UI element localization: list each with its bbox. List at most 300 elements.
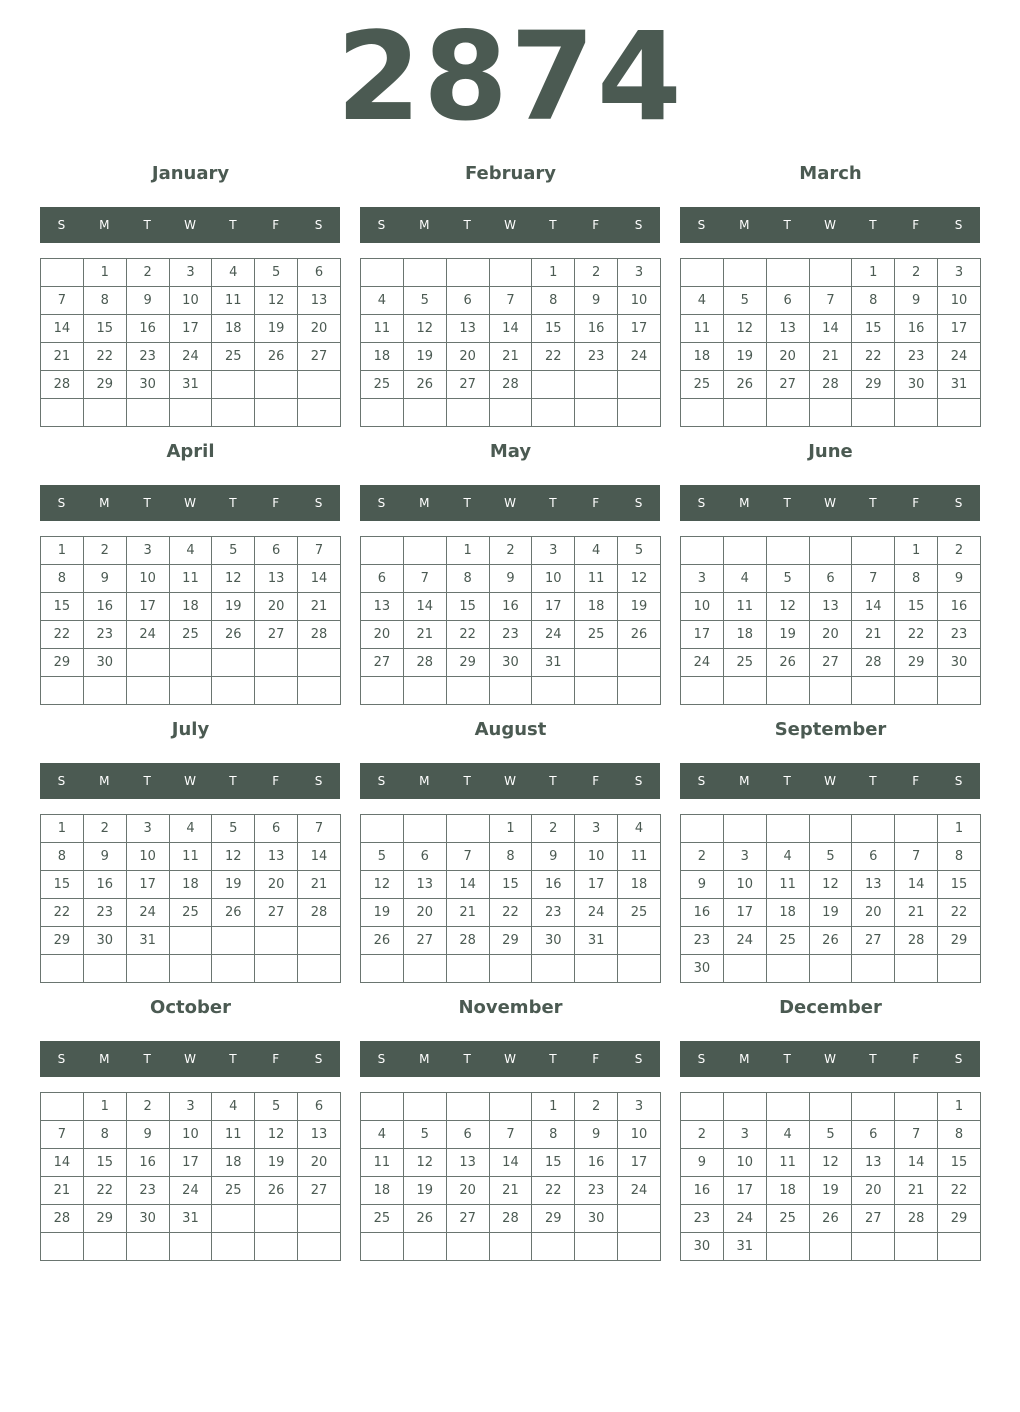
day-cell: 29: [83, 371, 126, 399]
empty-day-cell: [575, 955, 618, 983]
day-cell: 17: [575, 871, 618, 899]
empty-day-cell: [446, 955, 489, 983]
day-cell: 6: [361, 565, 404, 593]
day-cell: 9: [938, 565, 981, 593]
empty-day-cell: [766, 815, 809, 843]
week-row: [41, 871, 341, 899]
weekday-header: [680, 207, 980, 243]
empty-day-cell: [938, 399, 981, 427]
empty-day-cell: [446, 1233, 489, 1261]
day-cell: 15: [41, 593, 84, 621]
empty-day-cell: [895, 815, 938, 843]
empty-day-cell: [126, 1233, 169, 1261]
empty-day-cell: [255, 399, 298, 427]
day-cell: 6: [809, 565, 852, 593]
day-cell: 18: [361, 1177, 404, 1205]
week-row: [41, 1149, 341, 1177]
weekday-label: W: [824, 1052, 836, 1066]
day-cell: 27: [852, 1205, 895, 1233]
day-cell: 11: [766, 1149, 809, 1177]
day-cell: 23: [575, 343, 618, 371]
week-row: [361, 815, 661, 843]
empty-day-cell: [852, 1233, 895, 1261]
day-cell: 17: [723, 899, 766, 927]
empty-day-cell: [489, 1233, 532, 1261]
empty-day-cell: [809, 1233, 852, 1261]
empty-day-cell: [618, 677, 661, 705]
empty-day-cell: [41, 399, 84, 427]
day-cell: 9: [681, 1149, 724, 1177]
day-cell: 20: [298, 315, 341, 343]
day-cell: 16: [681, 1177, 724, 1205]
week-row: [361, 287, 661, 315]
weekday-header: [360, 1041, 660, 1077]
day-cell: 7: [895, 843, 938, 871]
month-name: August: [474, 719, 547, 740]
day-cell: 10: [575, 843, 618, 871]
day-cell: 8: [446, 565, 489, 593]
day-cell: 2: [681, 1121, 724, 1149]
day-cell: 13: [298, 1121, 341, 1149]
day-cell: 22: [532, 1177, 575, 1205]
day-cell: 28: [446, 927, 489, 955]
empty-day-cell: [852, 677, 895, 705]
month-name: April: [166, 441, 215, 462]
day-grid: [360, 1092, 661, 1261]
day-cell: 11: [723, 593, 766, 621]
day-cell: 14: [298, 843, 341, 871]
day-cell: 10: [723, 1149, 766, 1177]
weekday-label: W: [184, 774, 196, 788]
day-cell: 17: [126, 871, 169, 899]
day-cell: 6: [403, 843, 446, 871]
day-cell: 12: [403, 1149, 446, 1177]
empty-day-cell: [809, 537, 852, 565]
day-cell: 1: [938, 815, 981, 843]
day-cell: 12: [766, 593, 809, 621]
day-cell: 6: [446, 287, 489, 315]
day-cell: 11: [361, 1149, 404, 1177]
day-cell: 10: [532, 565, 575, 593]
day-cell: 19: [723, 343, 766, 371]
day-cell: 24: [126, 621, 169, 649]
empty-day-cell: [169, 399, 212, 427]
empty-day-cell: [681, 677, 724, 705]
day-cell: 1: [489, 815, 532, 843]
day-cell: 6: [446, 1121, 489, 1149]
day-cell: 8: [83, 1121, 126, 1149]
day-cell: 12: [403, 315, 446, 343]
empty-day-cell: [618, 927, 661, 955]
week-row: [681, 899, 981, 927]
weekday-label: M: [739, 1052, 750, 1066]
day-cell: 14: [895, 871, 938, 899]
weekday-header: [40, 1041, 340, 1077]
empty-day-cell: [895, 1233, 938, 1261]
day-cell: 25: [361, 371, 404, 399]
empty-day-cell: [126, 677, 169, 705]
weekday-label: S: [377, 1052, 386, 1066]
day-cell: 4: [169, 815, 212, 843]
empty-day-cell: [403, 677, 446, 705]
day-cell: 17: [618, 1149, 661, 1177]
weekday-label: S: [377, 774, 386, 788]
day-cell: 8: [532, 1121, 575, 1149]
day-cell: 26: [255, 343, 298, 371]
day-cell: 20: [298, 1149, 341, 1177]
day-cell: 22: [489, 899, 532, 927]
day-cell: 13: [446, 315, 489, 343]
day-cell: 29: [852, 371, 895, 399]
empty-day-cell: [446, 815, 489, 843]
day-cell: 2: [83, 815, 126, 843]
day-cell: 24: [681, 649, 724, 677]
day-cell: 11: [169, 565, 212, 593]
week-row: [361, 649, 661, 677]
day-cell: 11: [766, 871, 809, 899]
empty-day-cell: [41, 677, 84, 705]
day-cell: 5: [723, 287, 766, 315]
day-cell: 21: [298, 593, 341, 621]
day-cell: 4: [723, 565, 766, 593]
empty-day-cell: [361, 1093, 404, 1121]
day-cell: 23: [126, 343, 169, 371]
week-row: [41, 537, 341, 565]
day-cell: 28: [489, 1205, 532, 1233]
weekday-label: T: [549, 218, 557, 232]
empty-day-cell: [575, 649, 618, 677]
day-cell: 8: [895, 565, 938, 593]
day-cell: 9: [489, 565, 532, 593]
day-cell: 21: [895, 899, 938, 927]
day-cell: 6: [255, 815, 298, 843]
weekday-label: F: [592, 496, 600, 510]
day-cell: 22: [938, 899, 981, 927]
empty-day-cell: [403, 537, 446, 565]
week-row: [361, 677, 661, 705]
day-cell: 28: [298, 899, 341, 927]
day-cell: 23: [938, 621, 981, 649]
day-cell: 15: [41, 871, 84, 899]
weekday-label: W: [504, 218, 516, 232]
day-cell: 13: [852, 871, 895, 899]
day-cell: 2: [489, 537, 532, 565]
day-cell: 7: [895, 1121, 938, 1149]
day-cell: 26: [212, 899, 255, 927]
day-cell: 29: [532, 1205, 575, 1233]
week-row: [41, 1093, 341, 1121]
weekday-label: T: [463, 774, 471, 788]
day-cell: 8: [489, 843, 532, 871]
weekday-label: M: [419, 774, 430, 788]
weekday-label: M: [99, 496, 110, 510]
day-cell: 30: [83, 927, 126, 955]
week-row: [41, 955, 341, 983]
empty-day-cell: [681, 399, 724, 427]
day-cell: 23: [126, 1177, 169, 1205]
day-cell: 19: [361, 899, 404, 927]
weekday-label: S: [954, 774, 963, 788]
week-row: [41, 1121, 341, 1149]
day-cell: 22: [446, 621, 489, 649]
week-row: [41, 815, 341, 843]
weekday-header: [40, 763, 340, 799]
weekday-label: S: [954, 218, 963, 232]
weekday-label: T: [869, 1052, 877, 1066]
week-row: [361, 259, 661, 287]
month-name: February: [464, 163, 557, 184]
weekday-label: S: [314, 1052, 323, 1066]
empty-day-cell: [681, 815, 724, 843]
day-cell: 8: [41, 843, 84, 871]
day-cell: 25: [618, 899, 661, 927]
week-row: [681, 621, 981, 649]
weekday-label: W: [824, 774, 836, 788]
day-cell: 10: [723, 871, 766, 899]
day-cell: 1: [532, 259, 575, 287]
day-cell: 23: [575, 1177, 618, 1205]
day-cell: 10: [618, 287, 661, 315]
day-cell: 2: [681, 843, 724, 871]
day-cell: 24: [532, 621, 575, 649]
day-cell: 21: [809, 343, 852, 371]
day-cell: 18: [766, 899, 809, 927]
empty-day-cell: [41, 1093, 84, 1121]
day-cell: 22: [852, 343, 895, 371]
weekday-label: T: [783, 218, 791, 232]
day-cell: 31: [532, 649, 575, 677]
day-cell: 17: [126, 593, 169, 621]
day-cell: 16: [83, 593, 126, 621]
day-cell: 10: [169, 287, 212, 315]
empty-day-cell: [852, 955, 895, 983]
week-row: [681, 399, 981, 427]
empty-day-cell: [618, 955, 661, 983]
day-cell: 15: [895, 593, 938, 621]
day-cell: 11: [361, 315, 404, 343]
week-row: [361, 927, 661, 955]
weekday-label: W: [504, 1052, 516, 1066]
weekday-label: T: [143, 218, 151, 232]
day-cell: 25: [361, 1205, 404, 1233]
day-cell: 19: [809, 1177, 852, 1205]
week-row: [681, 343, 981, 371]
day-cell: 9: [681, 871, 724, 899]
weekday-label: S: [377, 496, 386, 510]
weekday-label: T: [869, 218, 877, 232]
empty-day-cell: [41, 955, 84, 983]
empty-day-cell: [723, 815, 766, 843]
week-row: [681, 649, 981, 677]
week-row: [41, 315, 341, 343]
week-row: [361, 621, 661, 649]
month-name: September: [774, 719, 887, 740]
day-cell: 30: [532, 927, 575, 955]
day-cell: 19: [766, 621, 809, 649]
day-cell: 11: [575, 565, 618, 593]
day-cell: 5: [212, 815, 255, 843]
day-cell: 26: [723, 371, 766, 399]
empty-day-cell: [723, 1093, 766, 1121]
empty-day-cell: [126, 649, 169, 677]
empty-day-cell: [446, 1093, 489, 1121]
empty-day-cell: [169, 955, 212, 983]
weekday-label: S: [634, 218, 643, 232]
week-row: [681, 287, 981, 315]
day-cell: 3: [575, 815, 618, 843]
week-row: [681, 371, 981, 399]
day-cell: 19: [809, 899, 852, 927]
weekday-label: S: [697, 1052, 706, 1066]
week-row: [681, 537, 981, 565]
day-cell: 3: [126, 537, 169, 565]
day-cell: 3: [169, 1093, 212, 1121]
day-cell: 3: [723, 1121, 766, 1149]
day-cell: 29: [489, 927, 532, 955]
week-row: [41, 287, 341, 315]
empty-day-cell: [298, 371, 341, 399]
day-cell: 17: [681, 621, 724, 649]
day-cell: 11: [681, 315, 724, 343]
day-cell: 16: [532, 871, 575, 899]
empty-day-cell: [169, 927, 212, 955]
day-cell: 20: [766, 343, 809, 371]
empty-day-cell: [83, 677, 126, 705]
week-row: [41, 621, 341, 649]
weekday-header: [680, 1041, 980, 1077]
empty-day-cell: [618, 371, 661, 399]
empty-day-cell: [212, 649, 255, 677]
weekday-label: M: [419, 218, 430, 232]
day-cell: 15: [532, 315, 575, 343]
day-cell: 19: [212, 871, 255, 899]
day-cell: 12: [212, 565, 255, 593]
week-row: [361, 1233, 661, 1261]
empty-day-cell: [852, 1093, 895, 1121]
day-cell: 5: [212, 537, 255, 565]
week-row: [41, 399, 341, 427]
weekday-label: S: [954, 1052, 963, 1066]
day-cell: 19: [212, 593, 255, 621]
day-cell: 4: [212, 1093, 255, 1121]
empty-day-cell: [361, 1233, 404, 1261]
day-cell: 29: [41, 927, 84, 955]
day-cell: 3: [169, 259, 212, 287]
day-cell: 5: [618, 537, 661, 565]
day-cell: 7: [852, 565, 895, 593]
day-cell: 19: [403, 1177, 446, 1205]
day-cell: 17: [169, 1149, 212, 1177]
day-cell: 26: [403, 1205, 446, 1233]
day-cell: 2: [938, 537, 981, 565]
weekday-label: M: [739, 496, 750, 510]
day-cell: 7: [298, 537, 341, 565]
weekday-label: S: [314, 218, 323, 232]
day-cell: 14: [298, 565, 341, 593]
empty-day-cell: [681, 259, 724, 287]
day-cell: 17: [169, 315, 212, 343]
day-cell: 21: [403, 621, 446, 649]
week-row: [41, 899, 341, 927]
week-row: [681, 927, 981, 955]
day-cell: 27: [403, 927, 446, 955]
week-row: [41, 843, 341, 871]
day-cell: 31: [169, 1205, 212, 1233]
empty-day-cell: [532, 399, 575, 427]
empty-day-cell: [766, 537, 809, 565]
day-cell: 2: [895, 259, 938, 287]
day-cell: 6: [255, 537, 298, 565]
weekday-header: [40, 207, 340, 243]
day-cell: 1: [83, 259, 126, 287]
weekday-label: S: [697, 774, 706, 788]
day-cell: 26: [766, 649, 809, 677]
empty-day-cell: [809, 677, 852, 705]
day-cell: 1: [852, 259, 895, 287]
week-row: [681, 1177, 981, 1205]
weekday-label: S: [697, 218, 706, 232]
empty-day-cell: [852, 399, 895, 427]
day-cell: 21: [489, 343, 532, 371]
week-row: [681, 955, 981, 983]
empty-day-cell: [212, 1233, 255, 1261]
empty-day-cell: [723, 955, 766, 983]
day-cell: 29: [895, 649, 938, 677]
empty-day-cell: [83, 955, 126, 983]
empty-day-cell: [809, 815, 852, 843]
day-cell: 3: [126, 815, 169, 843]
weekday-label: T: [783, 1052, 791, 1066]
day-cell: 21: [41, 1177, 84, 1205]
day-cell: 9: [895, 287, 938, 315]
week-row: [681, 815, 981, 843]
day-cell: 4: [766, 843, 809, 871]
weekday-label: T: [229, 218, 237, 232]
day-cell: 24: [169, 1177, 212, 1205]
day-cell: 9: [126, 1121, 169, 1149]
weekday-label: S: [57, 774, 66, 788]
day-cell: 30: [681, 1233, 724, 1261]
empty-day-cell: [489, 399, 532, 427]
empty-day-cell: [298, 1233, 341, 1261]
empty-day-cell: [212, 399, 255, 427]
day-cell: 20: [446, 343, 489, 371]
empty-day-cell: [255, 1205, 298, 1233]
day-grid: [680, 258, 981, 427]
day-cell: 19: [618, 593, 661, 621]
weekday-label: M: [419, 496, 430, 510]
day-cell: 26: [255, 1177, 298, 1205]
day-cell: 8: [532, 287, 575, 315]
day-cell: 8: [41, 565, 84, 593]
day-cell: 31: [169, 371, 212, 399]
week-row: [681, 1093, 981, 1121]
day-cell: 3: [532, 537, 575, 565]
day-grid: [40, 536, 341, 705]
weekday-label: T: [549, 496, 557, 510]
week-row: [681, 677, 981, 705]
day-cell: 12: [255, 1121, 298, 1149]
empty-day-cell: [403, 1093, 446, 1121]
day-cell: 4: [212, 259, 255, 287]
day-cell: 4: [618, 815, 661, 843]
day-cell: 25: [169, 899, 212, 927]
day-cell: 28: [489, 371, 532, 399]
day-cell: 13: [255, 843, 298, 871]
day-cell: 15: [532, 1149, 575, 1177]
empty-day-cell: [83, 399, 126, 427]
day-cell: 26: [361, 927, 404, 955]
